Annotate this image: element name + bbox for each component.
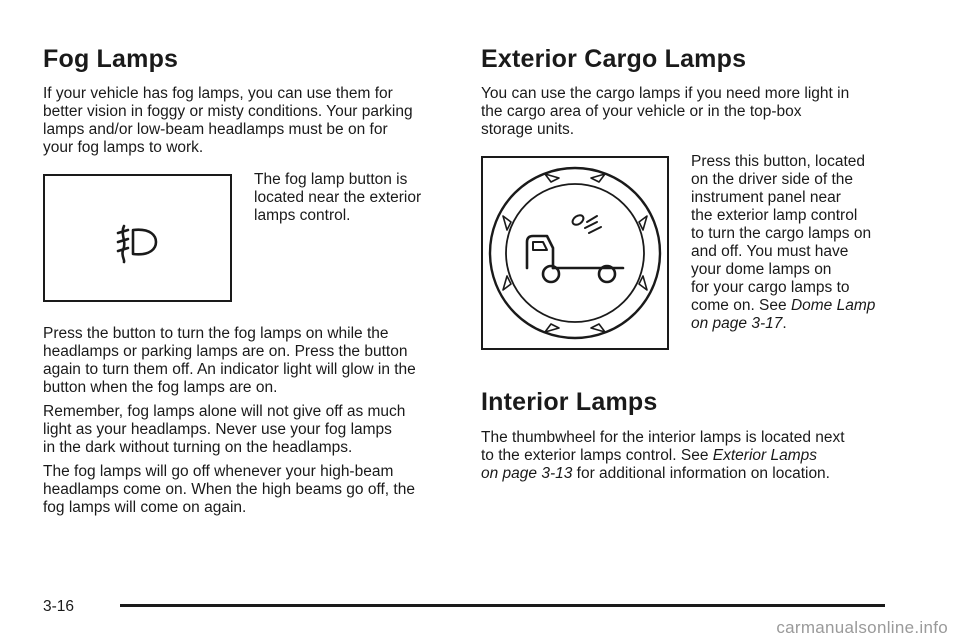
- fog-intro: If your vehicle has fog lamps, you can use them for better vision in foggy or misty conditions. Your parking lamps and/or low-beam headlamps must be on for your fog lamps to work.: [43, 85, 413, 156]
- dome-lamp-page-link[interactable]: on page 3-17: [691, 315, 783, 332]
- interior-lamps-heading: Interior Lamps: [481, 388, 658, 416]
- dome-lamp-link[interactable]: Dome Lamp: [790, 297, 876, 314]
- page-number: 3-16: [43, 598, 75, 615]
- fog-caption: The fog lamp button is located near the exterior lamps control.: [254, 171, 422, 224]
- exterior-lamps-link[interactable]: Exterior Lamps: [712, 447, 817, 464]
- fog-lamp-icon: [45, 176, 230, 300]
- fog-lamp-button-figure: [43, 174, 232, 302]
- watermark: carmanualsonline.info: [776, 618, 948, 637]
- footer-rule: [120, 604, 885, 607]
- cargo-lamp-button-icon: [483, 158, 667, 348]
- cargo-lamp-button-figure: [481, 156, 669, 350]
- fog-para-4: The fog lamps will go off whenever your high-beam headlamps come on. When the high beams go off, the fog lamps will come on again.: [43, 463, 415, 516]
- cargo-intro: You can use the cargo lamps if you need more light in the cargo area of your vehicle or in the top-box storage units.: [481, 85, 850, 138]
- cargo-lamps-heading: Exterior Cargo Lamps: [481, 45, 747, 73]
- cargo-caption: Press this button, located on the driver side of the instrument panel near the exterior lamp control to turn the cargo lamps on and off. You must have your dome lamps on for your cargo lamps to come on. See Dome Lamp on page 3-17.: [691, 153, 876, 332]
- fog-para-3: Remember, fog lamps alone will not give off as much light as your headlamps. Never use your fog lamps in the dark without turning on the headlamps.: [43, 403, 406, 456]
- exterior-lamps-page-link[interactable]: on page 3-13: [481, 465, 573, 482]
- fog-lamps-heading: Fog Lamps: [43, 45, 179, 73]
- fog-para-2: Press the button to turn the fog lamps on while the headlamps or parking lamps are on. Press the button again to turn them off. An indicator light will glow in the button when the fog lamps are on.: [43, 325, 416, 396]
- interior-para: The thumbwheel for the interior lamps is located next to the exterior lamps control. See Exterior Lamps on page 3-13 for additional information on location.: [481, 429, 845, 482]
